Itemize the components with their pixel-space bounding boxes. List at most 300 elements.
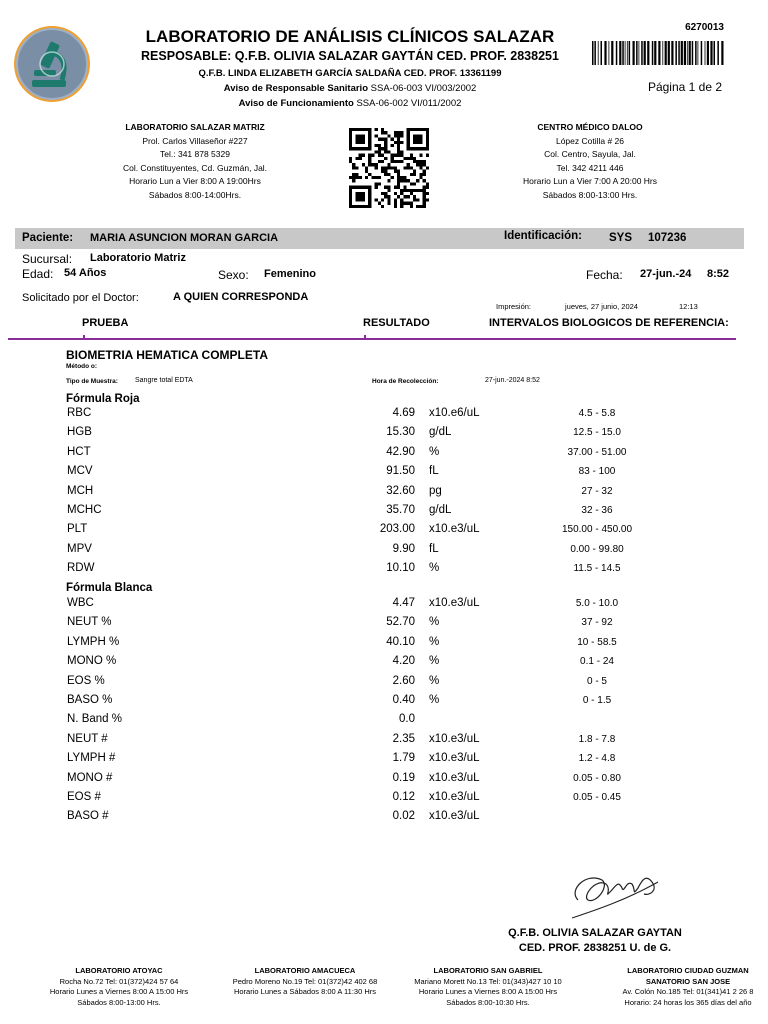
- result-value: 0.40: [392, 694, 415, 706]
- qr-cell: [400, 176, 403, 179]
- qr-cell: [384, 141, 387, 144]
- barcode-bar: [678, 41, 680, 65]
- branch-daloo-line: Sábados 8:00-13:00 Hrs.: [542, 189, 638, 200]
- qr-cell: [387, 173, 390, 176]
- barcode-bar: [707, 41, 709, 65]
- qr-cell: [371, 154, 374, 157]
- qr-cell: [391, 176, 394, 179]
- section-formula-blanca: Fórmula Blanca: [66, 582, 153, 594]
- qr-cell: [368, 173, 371, 176]
- qr-cell: [387, 179, 390, 182]
- result-reference: 4.5 - 5.8: [578, 408, 616, 419]
- barcode-bar: [701, 41, 703, 65]
- result-value: 9.90: [392, 542, 415, 555]
- footer-branch-atoyac: [34, 966, 204, 1008]
- qr-cell: [384, 166, 387, 169]
- barcode-bar: [647, 41, 649, 65]
- section-formula-roja: Fórmula Roja: [66, 393, 140, 405]
- qr-cell: [407, 189, 410, 192]
- laboratory-logo: [12, 24, 92, 104]
- qr-cell: [397, 138, 400, 141]
- qr-cell: [423, 179, 426, 182]
- qr-cell: [394, 154, 397, 157]
- result-value: 4.20: [392, 655, 415, 668]
- branch-matriz-line: Sábados 8:00-14:00Hrs.: [148, 189, 242, 200]
- result-name: HGB: [67, 426, 92, 439]
- qr-cell: [359, 154, 362, 157]
- qr-cell: [416, 163, 419, 166]
- qr-cell: [381, 138, 384, 141]
- barcode-bar: [622, 41, 624, 65]
- barcode-bar: [668, 41, 670, 65]
- result-name: EOS %: [67, 674, 105, 687]
- result-reference: 150.00 - 450.00: [561, 524, 633, 536]
- qr-cell: [410, 166, 413, 169]
- qr-cell: [394, 186, 397, 189]
- result-unit: %: [429, 616, 440, 629]
- result-reference: 5.0 - 10.0: [575, 598, 619, 609]
- result-unit: %: [429, 674, 440, 687]
- recoleccion-label: Hora de Recolección:: [372, 378, 439, 385]
- result-reference: 0.05 - 0.80: [573, 772, 621, 784]
- barcode-bar: [687, 41, 688, 65]
- qr-cell: [397, 160, 400, 163]
- qr-cell: [381, 198, 384, 201]
- qr-cell: [400, 202, 403, 205]
- result-value: 42.90: [386, 445, 415, 458]
- barcode-bar: [598, 41, 599, 65]
- result-name: RDW: [67, 562, 95, 575]
- qr-cell: [359, 176, 362, 179]
- qr-cell: [384, 138, 387, 141]
- result-reference: 37.00 - 51.00: [567, 446, 627, 458]
- footer-branch-line: Horario Lunes a Viernes 8:00 A 15:00 Hrs: [49, 987, 189, 996]
- qr-cell: [423, 160, 426, 163]
- qr-cell: [359, 157, 362, 160]
- result-value: 0.0: [399, 713, 415, 726]
- footer-branch-line: Sábados 8:00-13:00 Hrs.: [77, 997, 161, 1007]
- qr-cell: [387, 163, 390, 166]
- qr-cell: [391, 144, 394, 147]
- qr-cell: [355, 176, 358, 179]
- qr-cell: [397, 154, 400, 157]
- result-value: 2.35: [392, 732, 415, 745]
- result-name: MONO #: [67, 771, 113, 784]
- result-name: MPV: [67, 542, 92, 555]
- qr-cell: [387, 134, 390, 137]
- footer-branch-san-gabriel: [400, 966, 576, 1008]
- branch-matriz-line: Horario Lun a Vier 8:00 A 19:00Hrs: [129, 176, 261, 186]
- column-intervalos: INTERVALOS BIOLOGICOS DE REFERENCIA:: [489, 317, 729, 329]
- branch-daloo-line: Horario Lun a Vier 7:00 A 20:00 Hrs: [522, 176, 658, 186]
- barcode-bar: [705, 41, 706, 65]
- fecha-value: 27-jun.-24: [640, 268, 692, 280]
- qr-cell: [375, 128, 378, 131]
- result-unit: %: [429, 562, 440, 575]
- qr-cell: [375, 182, 378, 185]
- qr-cell: [426, 182, 429, 185]
- qr-cell: [416, 189, 419, 192]
- qr-cell: [413, 173, 416, 176]
- qr-cell: [368, 157, 371, 160]
- qr-cell: [403, 179, 406, 182]
- qr-cell: [355, 192, 365, 202]
- qr-cell: [397, 144, 400, 147]
- result-unit: x10.e3/uL: [429, 597, 480, 609]
- qr-cell: [413, 182, 416, 185]
- header-divider: [8, 338, 736, 340]
- qr-cell: [397, 147, 400, 150]
- qr-cell: [410, 202, 413, 205]
- qr-cell: [413, 134, 423, 144]
- barcode-bar: [616, 41, 618, 65]
- footer-branch-name: LABORATORIO SAN GABRIEL: [433, 966, 543, 975]
- footer-branch-name: LABORATORIO AMACUECA: [254, 966, 356, 975]
- qr-cell: [368, 154, 371, 157]
- qr-cell: [400, 192, 403, 195]
- result-name: BASO #: [67, 810, 109, 823]
- qr-cell: [410, 192, 413, 195]
- qr-cell: [384, 150, 387, 153]
- folio-number: 6270013: [685, 22, 724, 33]
- barcode-bar: [636, 41, 638, 65]
- barcode-bar: [710, 41, 712, 65]
- muestra-label: Tipo de Muestra:: [66, 378, 118, 385]
- qr-cell: [400, 179, 403, 182]
- result-name: MCV: [67, 465, 93, 478]
- qr-cell: [407, 202, 410, 205]
- qr-cell: [407, 157, 410, 160]
- fecha-label: Fecha:: [586, 268, 623, 282]
- signature-mark: [566, 860, 666, 924]
- qr-cell: [397, 131, 400, 134]
- qr-cell: [381, 128, 384, 131]
- qr-cell: [423, 195, 426, 198]
- result-name: LYMPH #: [67, 752, 116, 765]
- qr-cell: [391, 160, 394, 163]
- result-unit: fL: [429, 465, 439, 478]
- result-name: NEUT #: [67, 732, 108, 745]
- result-name: BASO %: [67, 694, 113, 706]
- qr-cell: [387, 166, 390, 169]
- doctor-value: A QUIEN CORRESPONDA: [173, 291, 309, 303]
- qr-cell: [419, 176, 422, 179]
- branch-daloo-line: Tel. 342 4211 446: [556, 162, 624, 173]
- result-unit: %: [429, 445, 440, 458]
- sucursal-label: Sucursal:: [22, 252, 73, 266]
- sexo-label: Sexo:: [218, 268, 249, 282]
- signature-ced: CED. PROF. 2838251 U. de G.: [518, 942, 672, 954]
- qr-cell: [381, 192, 384, 195]
- qr-cell: [397, 179, 400, 182]
- qr-cell: [381, 131, 384, 134]
- barcode-bar: [692, 41, 694, 65]
- result-unit: %: [429, 694, 440, 706]
- qr-cell: [413, 157, 416, 160]
- qr-cell: [400, 134, 403, 137]
- barcode-bar: [675, 41, 677, 65]
- qr-cell: [394, 131, 397, 134]
- qr-cell: [352, 173, 355, 176]
- qr-cell: [407, 163, 410, 166]
- barcode-bar: [592, 41, 594, 65]
- qr-code: [349, 128, 429, 208]
- qr-cell: [352, 163, 355, 166]
- branch-matriz-line: Prol. Carlos Villaseñor #227: [142, 135, 248, 146]
- responsable-line: RESPOSABLE: Q.F.B. OLIVIA SALAZAR GAYTÁN CED. PROF. 2838251: [141, 49, 559, 63]
- qr-cell: [397, 134, 400, 137]
- qr-cell: [419, 163, 422, 166]
- qr-cell: [375, 176, 378, 179]
- qr-cell: [416, 179, 419, 182]
- result-name: MCH: [67, 484, 94, 497]
- result-name: WBC: [67, 597, 94, 609]
- qr-cell: [419, 189, 422, 192]
- qr-cell: [371, 163, 374, 166]
- qr-cell: [426, 192, 429, 195]
- qr-cell: [426, 154, 429, 157]
- result-name: PLT: [67, 523, 88, 536]
- result-value: 0.02: [392, 810, 415, 823]
- footer-branch-name: LABORATORIO CIUDAD GUZMAN: [627, 966, 749, 975]
- patient-label: Paciente:: [22, 232, 74, 244]
- qr-cell: [426, 198, 429, 201]
- aviso-sanitario: [110, 83, 590, 94]
- result-reference: 0.05 - 0.45: [573, 792, 621, 803]
- qr-cell: [381, 154, 384, 157]
- identification-value: 107236: [648, 232, 687, 244]
- footer-branch-cd-guzman: [608, 966, 768, 1008]
- qr-cell: [397, 173, 400, 176]
- qr-cell: [384, 157, 387, 160]
- qr-cell: [419, 160, 422, 163]
- qr-cell: [378, 182, 381, 185]
- result-value: 203.00: [379, 523, 415, 536]
- divider-tick: [83, 335, 85, 340]
- result-value: 32.60: [386, 484, 415, 497]
- qr-cell: [397, 141, 400, 144]
- qr-cell: [410, 205, 413, 208]
- edad-label: Edad:: [22, 267, 54, 281]
- barcode-bar: [689, 41, 691, 65]
- study-title: BIOMETRIA HEMATICA COMPLETA: [66, 348, 268, 362]
- result-name: NEUT %: [67, 616, 112, 629]
- impresion-fecha: jueves, 27 junio, 2024: [565, 302, 638, 311]
- qr-cell: [381, 205, 384, 208]
- impresion-label: Impresión:: [496, 302, 532, 311]
- barcode-bar: [681, 41, 683, 65]
- result-reference: 11.5 - 14.5: [573, 563, 621, 575]
- footer-branch-line: Horario Lunes a Viernes 8:00 A 15:00 Hrs: [418, 987, 558, 996]
- result-value: 91.50: [386, 465, 415, 478]
- qr-cell: [362, 154, 365, 157]
- branch-matriz-line: Tel.: 341 878 5329: [160, 149, 230, 159]
- qr-cell: [375, 144, 378, 147]
- qr-cell: [416, 160, 419, 163]
- qr-cell: [378, 176, 381, 179]
- result-reference: 37 - 92: [581, 617, 613, 629]
- qr-cell: [400, 141, 403, 144]
- qr-cell: [365, 170, 368, 173]
- qr-cell: [423, 186, 426, 189]
- column-prueba: PRUEBA: [82, 317, 129, 329]
- footer-branch-line: SANATORIO SAN JOSE: [645, 976, 731, 986]
- qr-cell: [423, 202, 426, 205]
- result-reference: 1.2 - 4.8: [578, 753, 616, 765]
- barcode-bar: [627, 41, 628, 65]
- footer-branch-line: Horario: 24 horas los 365 días del año: [624, 997, 752, 1007]
- qr-cell: [394, 134, 397, 137]
- barcode-bar: [625, 41, 626, 65]
- qr-cell: [413, 198, 416, 201]
- footer-branch-line: Horario Lunes a Sábados 8:00 A 11:30 Hrs: [233, 987, 377, 996]
- page-number: Página 1 de 2: [647, 80, 722, 94]
- branch-matriz-name: LABORATORIO SALAZAR MATRIZ: [125, 122, 265, 132]
- barcode-bar: [629, 41, 631, 65]
- qr-cell: [387, 189, 390, 192]
- result-value: 15.30: [386, 426, 415, 439]
- aviso-sanitario-value: SSA-06-003 VI/003/2002: [370, 83, 477, 94]
- result-unit: x10.e3/uL: [429, 732, 480, 745]
- qr-cell: [410, 173, 413, 176]
- branch-matriz: [90, 121, 300, 202]
- result-unit: x10.e3/uL: [429, 791, 480, 803]
- edad-value: 54 Años: [64, 267, 107, 279]
- qr-cell: [387, 195, 390, 198]
- result-reference: 27 - 32: [581, 485, 613, 497]
- qr-cell: [378, 144, 381, 147]
- qr-cell: [352, 166, 355, 169]
- qr-cell: [413, 189, 416, 192]
- result-reference: 1.8 - 7.8: [578, 733, 616, 745]
- qr-cell: [410, 154, 413, 157]
- qr-cell: [378, 150, 381, 153]
- qr-cell: [423, 170, 426, 173]
- result-value: 35.70: [386, 504, 415, 516]
- qr-cell: [381, 160, 384, 163]
- qr-cell: [391, 138, 394, 141]
- qr-cell: [413, 195, 416, 198]
- qr-cell: [403, 202, 406, 205]
- lab-name: LABORATORIO DE ANÁLISIS CLÍNICOS SALAZAR: [145, 27, 555, 46]
- doctor-label: Solicitado por el Doctor:: [22, 292, 139, 304]
- result-unit: %: [429, 635, 440, 648]
- result-name: MCHC: [67, 504, 102, 516]
- branch-matriz-line: Col. Constituyentes, Cd. Guzmán, Jal.: [122, 162, 268, 173]
- barcode-bar: [604, 41, 606, 65]
- qr-cell: [375, 186, 378, 189]
- qr-cell: [375, 150, 378, 153]
- result-value: 4.69: [392, 407, 415, 419]
- qr-cell: [391, 154, 394, 157]
- result-reference: 32 - 36: [581, 505, 613, 516]
- qr-cell: [375, 134, 378, 137]
- qr-cell: [384, 192, 387, 195]
- qr-cell: [397, 182, 400, 185]
- qr-cell: [349, 157, 352, 160]
- qr-cell: [387, 202, 390, 205]
- qr-cell: [391, 157, 394, 160]
- qr-cell: [423, 205, 426, 208]
- qr-cell: [387, 186, 390, 189]
- footer-branch-line: Rocha No.72 Tel: 01(372)424 57 64: [59, 976, 179, 986]
- qr-cell: [378, 138, 381, 141]
- qr-cell: [368, 163, 371, 166]
- qr-cell: [394, 141, 397, 144]
- qr-cell: [355, 166, 358, 169]
- qr-cell: [365, 176, 368, 179]
- barcode-bar: [665, 41, 667, 65]
- muestra-value: Sangre total EDTA: [135, 377, 193, 384]
- barcode-bar: [619, 41, 621, 65]
- aviso-funcionamiento: [110, 98, 590, 109]
- qr-cell: [403, 186, 406, 189]
- qr-cell: [387, 198, 390, 201]
- branch-daloo: [480, 121, 700, 202]
- qr-cell: [403, 166, 406, 169]
- barcode-bar: [654, 41, 656, 65]
- qr-cell: [413, 160, 416, 163]
- qr-cell: [384, 173, 387, 176]
- footer-branch-line: Mariano Morett No.13 Tel: 01(343)427 10 10: [414, 976, 562, 986]
- qr-cell: [381, 166, 384, 169]
- result-reference: 0 - 5: [586, 675, 607, 687]
- qr-cell: [416, 205, 419, 208]
- qr-cell: [368, 160, 371, 163]
- result-value: 1.79: [392, 752, 415, 765]
- aviso-func-label: Aviso de Funcionamiento: [238, 98, 354, 109]
- qr-cell: [384, 147, 387, 150]
- qr-cell: [400, 160, 403, 163]
- qr-cell: [394, 166, 397, 169]
- branch-daloo-line: Col. Centro, Sayula, Jal.: [544, 149, 636, 159]
- qr-cell: [352, 176, 355, 179]
- qr-cell: [407, 179, 410, 182]
- result-value: 52.70: [386, 616, 415, 629]
- qr-cell: [362, 163, 365, 166]
- result-value: 4.47: [392, 597, 415, 609]
- qr-cell: [365, 166, 368, 169]
- metodo-label: Método o:: [66, 363, 98, 370]
- qr-cell: [394, 202, 397, 205]
- qr-cell: [387, 150, 390, 153]
- result-unit: x10.e6/uL: [429, 407, 480, 419]
- qr-cell: [403, 176, 406, 179]
- footer-branch-name: LABORATORIO ATOYAC: [75, 966, 163, 975]
- qr-cell: [410, 189, 413, 192]
- result-reference: 83 - 100: [578, 466, 616, 478]
- qr-cell: [355, 157, 358, 160]
- qr-cell: [400, 131, 403, 134]
- result-unit: g/dL: [429, 504, 452, 516]
- branch-daloo-name: CENTRO MÉDICO DALOO: [537, 122, 643, 132]
- patient-name: MARIA ASUNCION MORAN GARCIA: [90, 232, 279, 244]
- qr-cell: [397, 150, 400, 153]
- barcode: [592, 41, 724, 65]
- barcode-bar: [641, 41, 643, 65]
- result-unit: g/dL: [429, 426, 452, 439]
- qr-cell: [384, 170, 387, 173]
- qr-cell: [423, 163, 426, 166]
- qr-cell: [400, 205, 403, 208]
- qr-cell: [378, 160, 381, 163]
- qr-cell: [416, 198, 419, 201]
- qr-cell: [419, 166, 422, 169]
- result-name: EOS #: [67, 791, 101, 803]
- qr-cell: [419, 173, 422, 176]
- qr-cell: [407, 166, 410, 169]
- qr-cell: [423, 189, 426, 192]
